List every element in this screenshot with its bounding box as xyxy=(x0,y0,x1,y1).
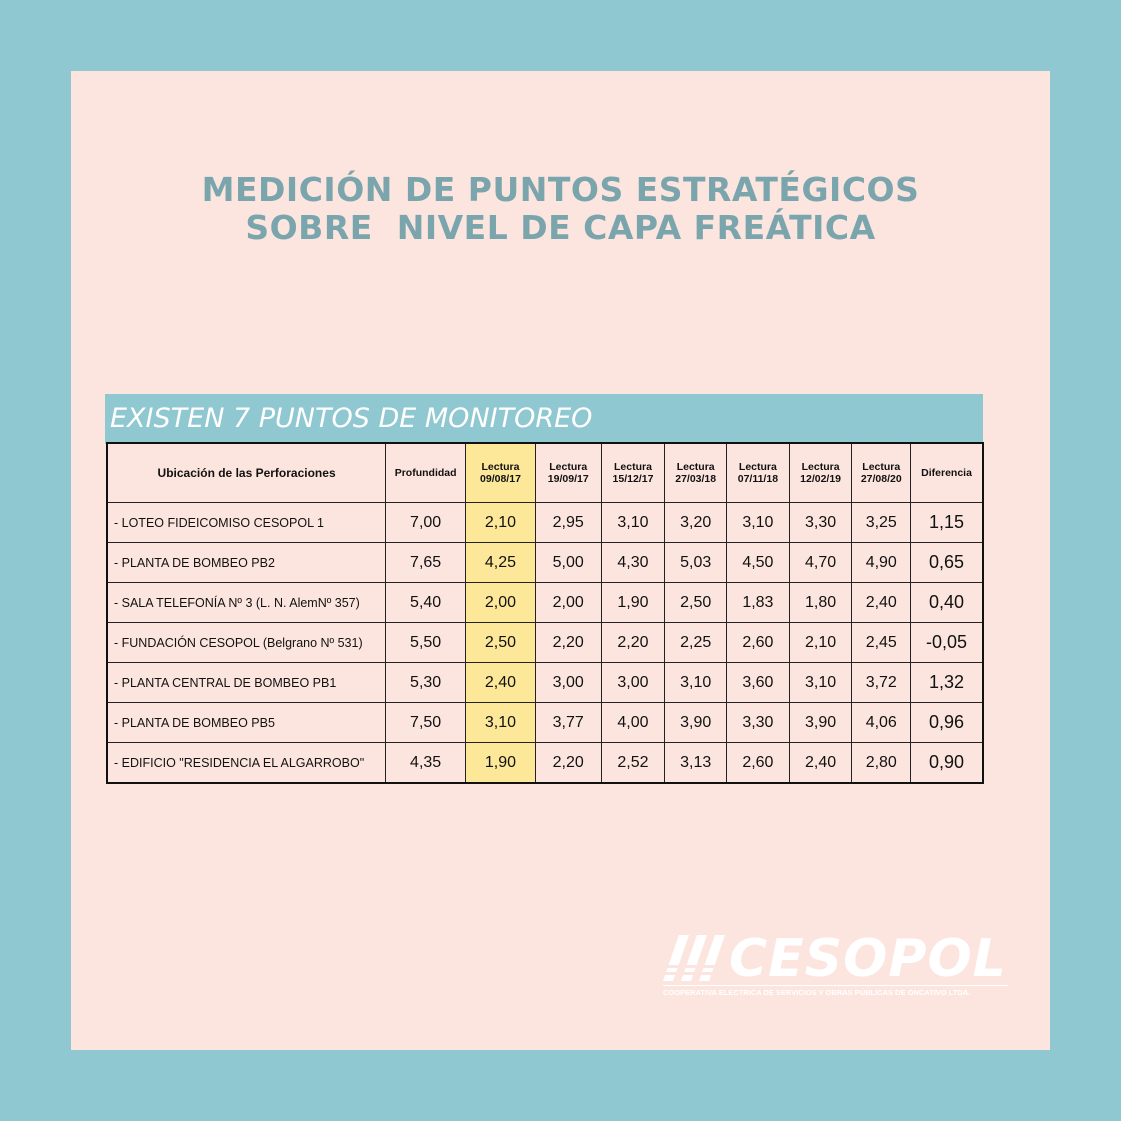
cell-reading-1: 2,10 xyxy=(466,503,536,543)
cell-reading-6: 3,10 xyxy=(789,663,852,703)
cell-difference: 0,90 xyxy=(911,743,983,784)
logo-mark-icon xyxy=(663,935,725,981)
table-body xyxy=(107,503,983,784)
cell-reading-6: 3,30 xyxy=(789,503,852,543)
table-row xyxy=(107,543,983,583)
table-row xyxy=(107,663,983,703)
cell-reading-3: 2,52 xyxy=(601,743,665,784)
cell-reading-4: 3,13 xyxy=(665,743,727,784)
cell-location: - PLANTA DE BOMBEO PB5 xyxy=(107,703,386,743)
cesopol-logo xyxy=(661,931,1006,1001)
header-reading-2: Lectura 19/09/17 xyxy=(535,443,601,503)
title-line-1: MEDICIÓN DE PUNTOS ESTRATÉGICOS xyxy=(201,170,920,209)
cell-reading-6: 4,70 xyxy=(789,543,852,583)
cell-reading-4: 2,50 xyxy=(665,583,727,623)
cell-reading-3: 2,20 xyxy=(601,623,665,663)
cell-reading-7: 3,72 xyxy=(852,663,911,703)
table-row xyxy=(107,503,983,543)
cell-reading-7: 4,06 xyxy=(852,703,911,743)
monitoring-banner: EXISTEN 7 PUNTOS DE MONITOREO xyxy=(105,394,983,444)
cell-reading-2: 3,77 xyxy=(535,703,601,743)
cell-reading-3: 4,30 xyxy=(601,543,665,583)
cell-reading-3: 1,90 xyxy=(601,583,665,623)
cell-reading-6: 1,80 xyxy=(789,583,852,623)
logo-name: CESOPOL xyxy=(729,929,1007,989)
cell-reading-2: 2,00 xyxy=(535,583,601,623)
cell-reading-7: 2,40 xyxy=(852,583,911,623)
cell-difference: 1,32 xyxy=(911,663,983,703)
cell-reading-7: 4,90 xyxy=(852,543,911,583)
cell-reading-2: 2,95 xyxy=(535,503,601,543)
cell-reading-1: 3,10 xyxy=(466,703,536,743)
table-row xyxy=(107,743,983,784)
cell-reading-2: 2,20 xyxy=(535,743,601,784)
measurements-table xyxy=(106,442,984,784)
cell-reading-5: 2,60 xyxy=(727,743,790,784)
cell-reading-7: 2,45 xyxy=(852,623,911,663)
cell-reading-2: 3,00 xyxy=(535,663,601,703)
cell-difference: -0,05 xyxy=(911,623,983,663)
cell-reading-3: 4,00 xyxy=(601,703,665,743)
cell-reading-5: 3,30 xyxy=(727,703,790,743)
cell-reading-4: 3,90 xyxy=(665,703,727,743)
cell-reading-1: 1,90 xyxy=(466,743,536,784)
cell-reading-4: 5,03 xyxy=(665,543,727,583)
cell-reading-4: 3,10 xyxy=(665,663,727,703)
header-reading-1: Lectura 09/08/17 xyxy=(466,443,536,503)
table-header-row xyxy=(107,443,983,503)
header-reading-7: Lectura 27/08/20 xyxy=(852,443,911,503)
cell-reading-4: 3,20 xyxy=(665,503,727,543)
title-line-2: SOBRE NIVEL DE CAPA FREÁTICA xyxy=(245,208,876,247)
cell-reading-5: 1,83 xyxy=(727,583,790,623)
cell-location: - PLANTA CENTRAL DE BOMBEO PB1 xyxy=(107,663,386,703)
cell-depth: 7,65 xyxy=(386,543,466,583)
cell-depth: 7,50 xyxy=(386,703,466,743)
cell-reading-5: 3,10 xyxy=(727,503,790,543)
cell-difference: 0,65 xyxy=(911,543,983,583)
cell-reading-6: 3,90 xyxy=(789,703,852,743)
cell-reading-7: 3,25 xyxy=(852,503,911,543)
header-reading-3: Lectura 15/12/17 xyxy=(601,443,665,503)
cell-reading-2: 2,20 xyxy=(535,623,601,663)
table-row xyxy=(107,623,983,663)
cell-depth: 7,00 xyxy=(386,503,466,543)
header-depth: Profundidad xyxy=(386,443,466,503)
header-difference: Diferencia xyxy=(911,443,983,503)
cell-reading-3: 3,10 xyxy=(601,503,665,543)
cell-reading-5: 2,60 xyxy=(727,623,790,663)
cell-location: - LOTEO FIDEICOMISO CESOPOL 1 xyxy=(107,503,386,543)
cell-location: - FUNDACIÓN CESOPOL (Belgrano Nº 531) xyxy=(107,623,386,663)
cell-difference: 1,15 xyxy=(911,503,983,543)
cell-location: - SALA TELEFONÍA Nº 3 (L. N. AlemNº 357) xyxy=(107,583,386,623)
cell-reading-6: 2,40 xyxy=(789,743,852,784)
header-reading-6: Lectura 12/02/19 xyxy=(789,443,852,503)
cell-location: - PLANTA DE BOMBEO PB2 xyxy=(107,543,386,583)
cell-reading-1: 2,40 xyxy=(466,663,536,703)
cell-depth: 5,50 xyxy=(386,623,466,663)
cell-reading-5: 3,60 xyxy=(727,663,790,703)
cell-reading-1: 2,50 xyxy=(466,623,536,663)
header-reading-5: Lectura 07/11/18 xyxy=(727,443,790,503)
cell-location: - EDIFICIO "RESIDENCIA EL ALGARROBO" xyxy=(107,743,386,784)
table-row xyxy=(107,703,983,743)
cell-difference: 0,96 xyxy=(911,703,983,743)
cell-reading-1: 4,25 xyxy=(466,543,536,583)
header-location: Ubicación de las Perforaciones xyxy=(107,443,386,503)
info-card xyxy=(71,71,1050,1050)
cell-reading-2: 5,00 xyxy=(535,543,601,583)
cell-difference: 0,40 xyxy=(911,583,983,623)
page-title xyxy=(71,171,1050,247)
cell-reading-3: 3,00 xyxy=(601,663,665,703)
cell-reading-5: 4,50 xyxy=(727,543,790,583)
cell-depth: 5,40 xyxy=(386,583,466,623)
cell-reading-6: 2,10 xyxy=(789,623,852,663)
table-row xyxy=(107,583,983,623)
cell-reading-1: 2,00 xyxy=(466,583,536,623)
logo-tagline: COOPERATIVA ELECTRICA DE SERVICIOS Y OBRAS PUBLICAS DE ONCATIVO LTDA. xyxy=(663,985,1008,997)
header-reading-4: Lectura 27/03/18 xyxy=(665,443,727,503)
cell-reading-4: 2,25 xyxy=(665,623,727,663)
cell-depth: 4,35 xyxy=(386,743,466,784)
cell-reading-7: 2,80 xyxy=(852,743,911,784)
cell-depth: 5,30 xyxy=(386,663,466,703)
